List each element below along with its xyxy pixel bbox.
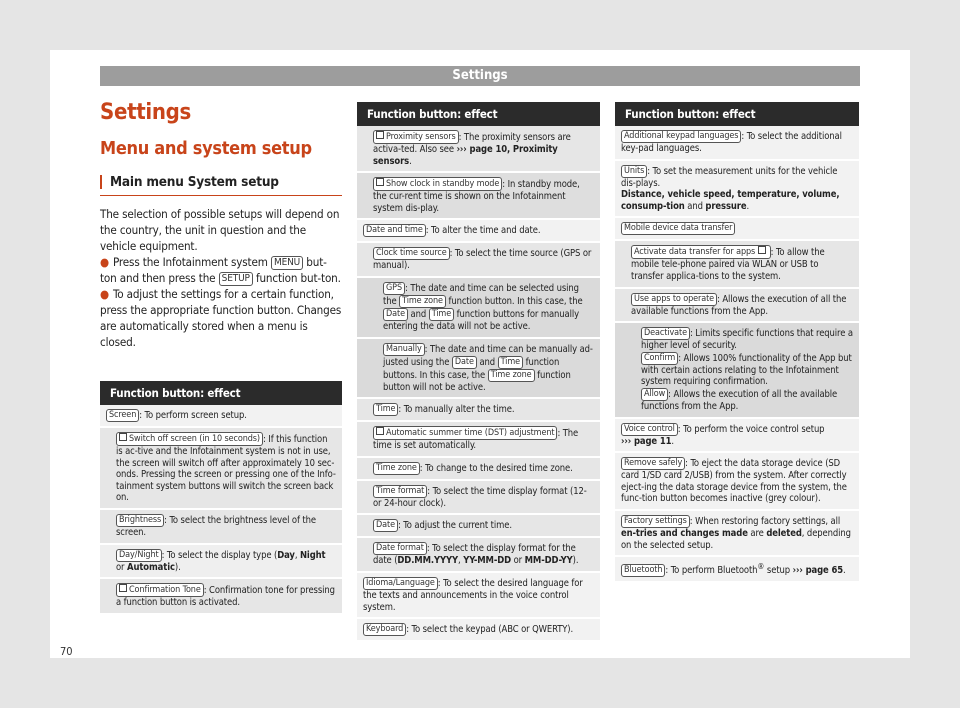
row-text: : To alter the time and date. xyxy=(425,225,541,237)
function-button-label: Date xyxy=(452,356,477,369)
row-text: : To manually alter the time. xyxy=(398,404,515,416)
table-row xyxy=(615,453,859,511)
heading-bar xyxy=(100,175,102,189)
function-button-label: Mobile device data transfer xyxy=(621,222,735,235)
bullet-text: function but-ton. xyxy=(255,271,341,285)
row-text: : The proximity sensors are activa-ted. Also see xyxy=(373,132,571,155)
table-row xyxy=(615,218,859,241)
function-button-label: Date xyxy=(383,308,408,321)
table-row xyxy=(357,399,600,422)
row-text: : The time is set automatically. xyxy=(373,428,579,452)
checkbox-icon xyxy=(119,433,127,441)
button-text: Activate data transfer for apps xyxy=(634,247,756,258)
checkbox-icon xyxy=(119,584,127,592)
table-header: Function button: effect xyxy=(100,381,342,405)
table-row xyxy=(100,428,342,510)
table-row xyxy=(357,573,600,619)
row-text: : To select the display type ( xyxy=(161,549,278,561)
row-text: : To set the measurement units for the vehicle dis-plays. xyxy=(621,165,838,189)
table-row xyxy=(357,220,600,243)
row-text: : Allows the execution of all the available functions from the App. xyxy=(631,293,847,317)
row-text: : The date and time can be manually ad-justed using the xyxy=(383,343,593,368)
function-button-label: Deactivate xyxy=(641,327,690,340)
bold-term: deleted xyxy=(766,527,802,539)
bold-term: YY-MM-DD xyxy=(463,555,512,567)
checkbox-icon xyxy=(376,131,384,139)
function-button-label: Time xyxy=(498,356,523,369)
bullet-icon: ● xyxy=(100,287,109,301)
function-button-label: Voice control xyxy=(621,423,678,436)
row-text: ). xyxy=(572,555,579,567)
function-button-label: Date and time xyxy=(363,224,426,237)
row-text: : To perform Bluetooth xyxy=(665,565,758,577)
table-row xyxy=(357,458,600,481)
bold-term: Day xyxy=(277,549,295,561)
function-button-label: Remove safely xyxy=(621,457,685,470)
row-text: : To select the keypad (ABC or QWERTY). xyxy=(406,624,574,636)
table-row xyxy=(615,557,859,583)
row-text: : To allow the mobile tele-phone paired via WLAN or USB to transfer applica-tions to the system. xyxy=(631,247,825,282)
function-button-label: Keyboard xyxy=(363,623,406,636)
row-text: and xyxy=(684,200,706,212)
bullet-icon: ● xyxy=(100,255,109,269)
row-text: . xyxy=(671,435,674,447)
row-text: : When restoring factory settings, all xyxy=(689,515,841,527)
bold-term: pressure xyxy=(705,200,747,212)
function-button-label: Idioma/Language xyxy=(363,577,438,590)
row-text: function button. In this case, the xyxy=(448,295,583,307)
menu-button: MENU xyxy=(271,256,303,270)
function-table-2 xyxy=(357,102,600,642)
table-row xyxy=(357,515,600,538)
chapter-subtitle: Menu and system setup xyxy=(100,138,312,159)
table-row xyxy=(100,579,342,615)
function-button-label xyxy=(116,583,204,597)
row-text: , xyxy=(294,549,300,561)
row-text: : To select the additional key-pad languages. xyxy=(621,131,842,154)
table-row xyxy=(357,126,600,173)
intro-paragraph: The selection of possible setups will depend on the country, the unit in question and the vehicle equipment. xyxy=(100,207,340,253)
table-row xyxy=(357,422,600,458)
function-table-1 xyxy=(100,381,342,615)
row-text: : To perform screen setup. xyxy=(139,410,247,421)
checkbox-icon xyxy=(376,178,384,186)
page-number: 70 xyxy=(60,645,73,658)
function-button-label xyxy=(373,130,459,144)
row-text: and xyxy=(410,308,427,320)
function-button-label: Additional keypad languages xyxy=(621,130,741,143)
checkbox-icon xyxy=(376,427,384,435)
intro-text xyxy=(100,206,342,350)
section-heading xyxy=(100,174,342,196)
function-button-label: Time format xyxy=(373,485,427,498)
table-row xyxy=(100,405,342,428)
table-row xyxy=(357,619,600,642)
table-row xyxy=(615,511,859,557)
function-button-label: Use apps to operate xyxy=(631,293,717,306)
table-row xyxy=(615,323,859,418)
setup-button: SETUP xyxy=(219,272,253,286)
function-button-label: Date format xyxy=(373,542,427,555)
row-text: : To perform the voice control setup xyxy=(677,423,825,435)
button-text: Switch off screen (in 10 seconds) xyxy=(129,434,260,444)
row-text: function button will not be active. xyxy=(383,369,571,393)
intro-bullet-2 xyxy=(100,286,342,350)
function-button-label: Time xyxy=(373,403,398,416)
table-row xyxy=(100,510,342,545)
row-text: or xyxy=(116,561,128,573)
bold-term: Automatic xyxy=(127,561,175,573)
row-text: : To eject the data storage device (SD card 1/SD card 2/USB) from the system. After correctly eject-ing the data storage device from the system, the func-tion button becomes inactive (grey colour). xyxy=(621,458,847,505)
table-row xyxy=(357,173,600,220)
table-row xyxy=(615,419,859,454)
table-row xyxy=(357,243,600,278)
bold-term: Distance, vehicle speed, temperature, volume, consump-tion xyxy=(621,189,840,212)
row-text: or xyxy=(511,555,525,567)
function-button-label: Time xyxy=(429,308,454,321)
row-text: . xyxy=(409,155,412,167)
function-button-label: Clock time source xyxy=(373,247,450,260)
table-header: Function button: effect xyxy=(615,102,859,126)
row-text: setup xyxy=(764,565,793,577)
bold-term: en-tries and changes made xyxy=(621,527,748,539)
row-text: : To select the desired language for the texts and announcements in the voice control system. xyxy=(363,577,583,613)
row-text: and xyxy=(479,356,496,368)
table-row xyxy=(357,278,600,339)
row-text: ). xyxy=(174,561,181,573)
button-text: Automatic summer time (DST) adjustment xyxy=(386,428,555,439)
table-row xyxy=(357,339,600,400)
button-text: Proximity sensors xyxy=(386,132,456,142)
function-button-label: GPS xyxy=(383,282,405,295)
function-button-label: Time zone xyxy=(399,295,446,308)
registered-mark: ® xyxy=(757,562,765,572)
function-button-label: Date xyxy=(373,519,398,532)
function-button-label: Time zone xyxy=(373,462,420,475)
function-button-label: Day/Night xyxy=(116,549,162,562)
running-header: Settings xyxy=(100,66,860,86)
row-text: , depending on the selected setup. xyxy=(621,527,851,551)
function-button-label xyxy=(631,245,771,259)
function-button-label: Bluetooth xyxy=(621,564,665,577)
bullet-text: To adjust the settings for a certain function, press the appropriate function button. Changes are automatically stored when a menu is closed. xyxy=(100,287,342,349)
page-link[interactable]: ››› page 10, Proximity sensors xyxy=(373,144,558,167)
row-text: function buttons. In this case, the xyxy=(383,356,560,381)
function-button-label: Confirm xyxy=(641,352,678,365)
bold-term: MM-DD-YY xyxy=(524,555,573,567)
row-text: : The date and time can be selected using the xyxy=(383,282,579,307)
bullet-text: but-ton and then press the xyxy=(100,255,327,285)
function-button-label xyxy=(116,432,263,446)
row-text: are xyxy=(747,527,767,539)
table-row xyxy=(615,126,859,161)
row-text: : Confirmation tone for pressing a function button is activated. xyxy=(116,585,335,609)
function-button-label: Manually xyxy=(383,343,425,356)
section-heading-text: Main menu System setup xyxy=(110,174,279,190)
intro-bullet-1 xyxy=(100,254,342,286)
function-button-label: Screen xyxy=(106,409,139,422)
row-text: : To select the brightness level of the screen. xyxy=(116,514,316,538)
table-row xyxy=(100,545,342,580)
row-text: : To adjust the current time. xyxy=(397,520,512,532)
table-row xyxy=(615,241,859,288)
row-text: : To select the time source (GPS or manual). xyxy=(373,248,592,272)
function-button-label: Units xyxy=(621,165,647,178)
function-button-label: Brightness xyxy=(116,514,164,527)
row-text: , xyxy=(458,555,464,567)
function-button-label: Allow xyxy=(641,388,668,401)
row-text: : Allows 100% functionality of the App but with certain actions relating to the Infotainment system requiring confirmation. xyxy=(641,352,852,388)
table-row xyxy=(615,289,859,324)
table-row xyxy=(615,161,859,219)
row-text: . xyxy=(746,200,750,212)
row-text: function buttons for manually entering the data will not be active. xyxy=(383,308,579,332)
function-button-label xyxy=(373,177,502,191)
function-button-label xyxy=(373,426,557,440)
table-row xyxy=(357,538,600,573)
row-text: : If this function is ac-tive and the Infotainment system is not in use, the screen will switch off after approximately 10 sec-onds. Pressing the screen or pressing one of the Info-tainment system buttons will switch the screen back on. xyxy=(116,434,336,504)
button-text: Show clock in standby mode xyxy=(386,179,500,190)
function-table-3 xyxy=(615,102,859,583)
row-text: : To select the time display format (12- or 24-hour clock). xyxy=(373,485,587,509)
page-link[interactable]: ››› page 11 xyxy=(621,435,672,447)
chapter-title: Settings xyxy=(100,100,192,125)
row-text: . xyxy=(843,565,846,577)
table-row xyxy=(357,481,600,516)
function-button-label: Time zone xyxy=(488,369,535,382)
bullet-text: Press the Infotainment system xyxy=(112,255,268,269)
row-text: : Allows the execution of all the available functions from the App. xyxy=(641,388,838,412)
checkbox-icon xyxy=(758,246,766,254)
row-text: : Limits specific functions that require a higher level of security. xyxy=(641,328,853,352)
row-text: : In standby mode, the cur-rent time is shown on the Infotainment system dis-play. xyxy=(373,179,580,214)
bold-term: DD.MM.YYYY xyxy=(397,555,459,567)
row-text: : To select the display format for the date ( xyxy=(373,543,576,567)
table-header: Function button: effect xyxy=(357,102,600,126)
row-text: : To change to the desired time zone. xyxy=(419,462,573,474)
bold-term: Night xyxy=(299,549,326,561)
page-link[interactable]: ››› page 65 xyxy=(792,565,844,577)
button-text: Confirmation Tone xyxy=(129,585,201,596)
function-button-label: Factory settings xyxy=(621,515,690,528)
